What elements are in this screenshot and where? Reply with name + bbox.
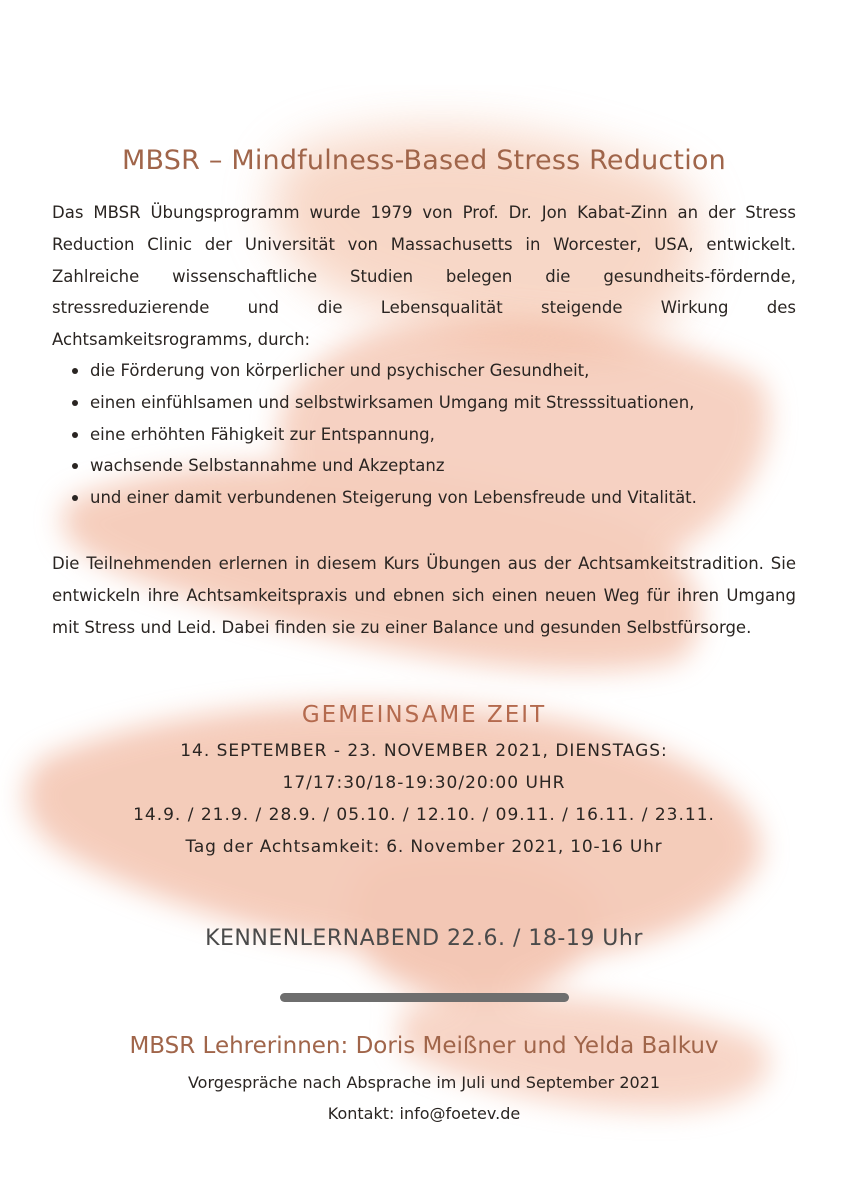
course-description: Die Teilnehmenden erlernen in diesem Kurs Übungen aus der Achtsamkeitstradition. Sie entwickeln ihre Achtsamkeitspraxis und ebnen sich einen neuen Weg für ihren Umgang mit Stress und Leid. Dabei finden sie zu einer Balance und gesunden Selbstfürsorge. [52,554,796,637]
list-item-text: wachsende Selbstannahme und Akzeptanz [90,456,445,476]
schedule-dates: 14.9. / 21.9. / 28.9. / 05.10. / 12.10. / 09.11. / 16.11. / 23.11. [133,805,715,825]
list-item-text: eine erhöhten Fähigkeit zur Entspannung, [90,424,435,444]
schedule-times: 17/17:30/18-19:30/20:00 UHR [282,773,566,793]
mindfulness-day: Tag der Achtsamkeit: 6. November 2021, 10-16 Uhr [185,837,663,857]
page-title: MBSR – Mindfulness-Based Stress Reduction [122,145,726,176]
bullet-icon [72,400,78,406]
list-item-text: die Förderung von körperlicher und psychischer Gesundheit, [90,361,590,380]
bullet-icon [72,432,78,438]
divider [280,993,569,1002]
contact-info: Kontakt: info@foetev.de [327,1104,521,1123]
teachers-heading: MBSR Lehrerinnen: Doris Meißner und Yelda Balkuv [129,1033,719,1059]
list-item-text: einen einfühlsamen und selbstwirksamen Umgang mit Stresssituationen, [90,392,695,412]
benefits-list [52,355,796,514]
list-item [52,450,796,482]
schedule-period: 14. SEPTEMBER - 23. NOVEMBER 2021, DIENSTAGS: [180,741,668,761]
bullet-icon [72,463,78,469]
list-item [52,355,796,387]
prediscussion-note: Vorgespräche nach Absprache im Juli und September 2021 [187,1073,661,1092]
info-evening: KENNENLERNABEND 22.6. / 18-19 Uhr [205,926,643,951]
list-item [52,419,796,451]
bullet-icon [72,368,78,374]
list-item [52,387,796,419]
schedule-heading: GEMEINSAME ZEIT [301,702,547,728]
bullet-icon [72,495,78,501]
list-item [52,482,796,514]
list-item-text: und einer damit verbundenen Steigerung von Lebensfreude und Vitalität. [90,488,697,508]
intro-paragraph: Das MBSR Übungsprogramm wurde 1979 von Prof. Dr. Jon Kabat-Zinn an der Stress Reduction Clinic der Universität von Massachusetts in Worcester, USA, entwickelt. Zahlreiche wissenschaftliche Studien belegen die gesundheits-fördernde, stressreduzierende und die Lebensqualität steigende Wirkung des Achtsamkeitsrogramms, durch: [52,203,796,350]
